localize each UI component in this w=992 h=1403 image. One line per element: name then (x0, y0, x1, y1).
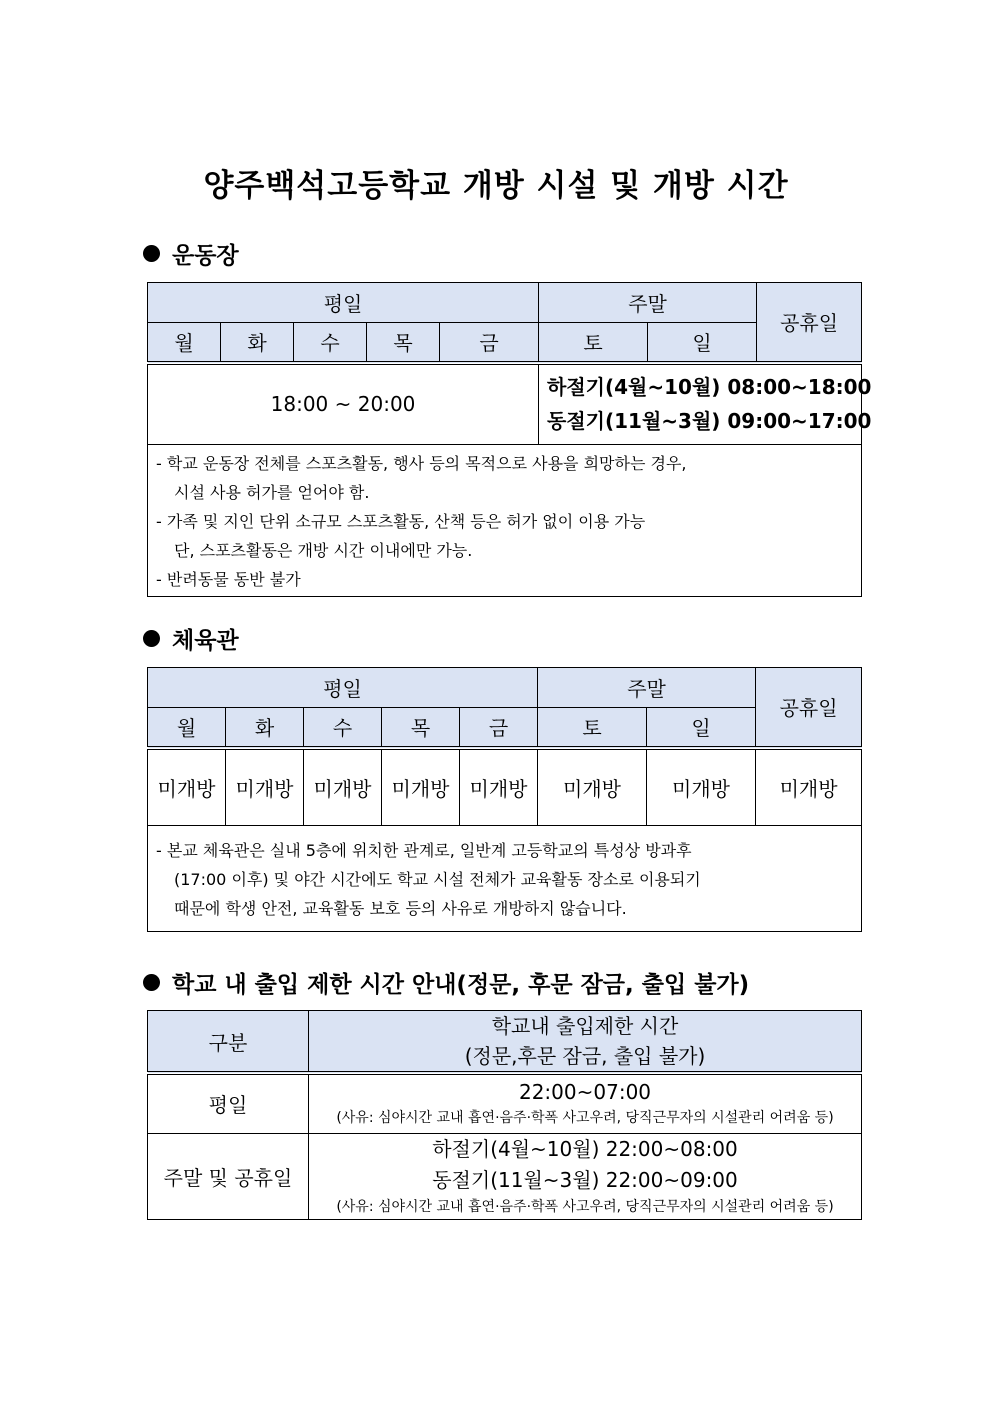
section-title: 학교 내 출입 제한 시간 안내(정문, 후문 잠금, 출입 불가) (172, 972, 750, 998)
day-fri: 금 (460, 708, 538, 748)
section-heading-field (143, 237, 239, 270)
day-mon: 월 (148, 323, 221, 363)
time-header-line1: 학교내 출입제한 시간 (491, 1014, 679, 1038)
day-wed: 수 (294, 323, 367, 363)
holiday-header: 공휴일 (756, 668, 862, 748)
day-fri: 금 (440, 323, 539, 363)
note-line: 단, 스포츠활동은 개방 시간 이내에만 가능. (174, 541, 473, 560)
day-sun: 일 (647, 708, 756, 748)
winter-time: 동절기(11월~3월) 09:00~17:00 (547, 409, 872, 434)
section-title: 운동장 (172, 243, 239, 269)
status-sun: 미개방 (647, 748, 756, 826)
bullet-icon (143, 974, 160, 991)
weekday-header: 평일 (148, 668, 538, 708)
day-sun: 일 (648, 323, 757, 363)
day-mon: 월 (148, 708, 226, 748)
day-thu: 목 (367, 323, 440, 363)
weekday-label: 평일 (148, 1073, 309, 1133)
holiday-header: 공휴일 (757, 283, 862, 363)
note-line: 시설 사용 허가를 얻어야 함. (174, 483, 370, 502)
note-line: - 가족 및 지인 단위 소규모 스포츠활동, 산책 등은 허가 없이 이용 가능 (156, 512, 646, 531)
note-line: 때문에 학생 안전, 교육활동 보호 등의 사유로 개방하지 않습니다. (174, 899, 627, 918)
weekday-time: 18:00 ~ 20:00 (148, 363, 539, 445)
status-holiday: 미개방 (756, 748, 862, 826)
weekday-restriction-time: 22:00~07:00 (518, 1079, 652, 1104)
time-header-line2: (정문,후문 잠금, 출입 불가) (464, 1044, 706, 1068)
summer-time: 하절기(4월~10월) 08:00~18:00 (547, 375, 872, 400)
day-tue: 화 (226, 708, 304, 748)
note-line: (17:00 이후) 및 야간 시간에도 학교 시설 전체가 교육활동 장소로 이용되기 (174, 870, 701, 889)
gym-notes (148, 826, 862, 932)
day-tue: 화 (221, 323, 294, 363)
weekend-header: 주말 (538, 668, 756, 708)
day-wed: 수 (304, 708, 382, 748)
weekend-header: 주말 (539, 283, 757, 323)
winter-restriction: 동절기(11월~3월) 22:00~09:00 (432, 1168, 738, 1192)
status-wed: 미개방 (304, 748, 382, 826)
note-line: - 반려동물 동반 불가 (156, 570, 301, 589)
bullet-icon (143, 630, 160, 647)
access-table (147, 1010, 862, 1220)
day-thu: 목 (382, 708, 460, 748)
day-sat: 토 (539, 323, 648, 363)
weekend-restriction (309, 1133, 862, 1219)
weekend-label: 주말 및 공휴일 (148, 1133, 309, 1219)
gym-table (147, 667, 862, 932)
page-title: 양주백석고등학교 개방 시설 및 개방 시간 (203, 168, 789, 204)
summer-restriction: 하절기(4월~10월) 22:00~08:00 (432, 1137, 738, 1161)
status-sat: 미개방 (538, 748, 647, 826)
section-heading-access (143, 966, 749, 999)
weekend-season-times (539, 363, 872, 445)
status-fri: 미개방 (460, 748, 538, 826)
field-notes (148, 445, 862, 597)
section-heading-gym (143, 622, 239, 655)
day-sat: 토 (538, 708, 647, 748)
time-header (309, 1011, 862, 1074)
restriction-reason: (사유: 심야시간 교내 흡연·음주·학폭 사고우려, 당직근무자의 시설관리 어려움 등) (336, 1109, 834, 1126)
field-table (147, 282, 872, 597)
status-thu: 미개방 (382, 748, 460, 826)
bullet-icon (143, 245, 160, 262)
restriction-reason: (사유: 심야시간 교내 흡연·음주·학폭 사고우려, 당직근무자의 시설관리 어려움 등) (336, 1199, 834, 1215)
status-mon: 미개방 (148, 748, 226, 826)
weekday-header: 평일 (148, 283, 539, 323)
note-line: - 학교 운동장 전체를 스포츠활동, 행사 등의 목적으로 사용을 희망하는 경우, (156, 454, 687, 473)
weekday-restriction (309, 1073, 862, 1133)
note-line: - 본교 체육관은 실내 5층에 위치한 관계로, 일반계 고등학교의 특성상 방과후 (156, 841, 692, 860)
category-header: 구분 (148, 1011, 309, 1074)
section-title: 체육관 (172, 628, 239, 654)
status-tue: 미개방 (226, 748, 304, 826)
